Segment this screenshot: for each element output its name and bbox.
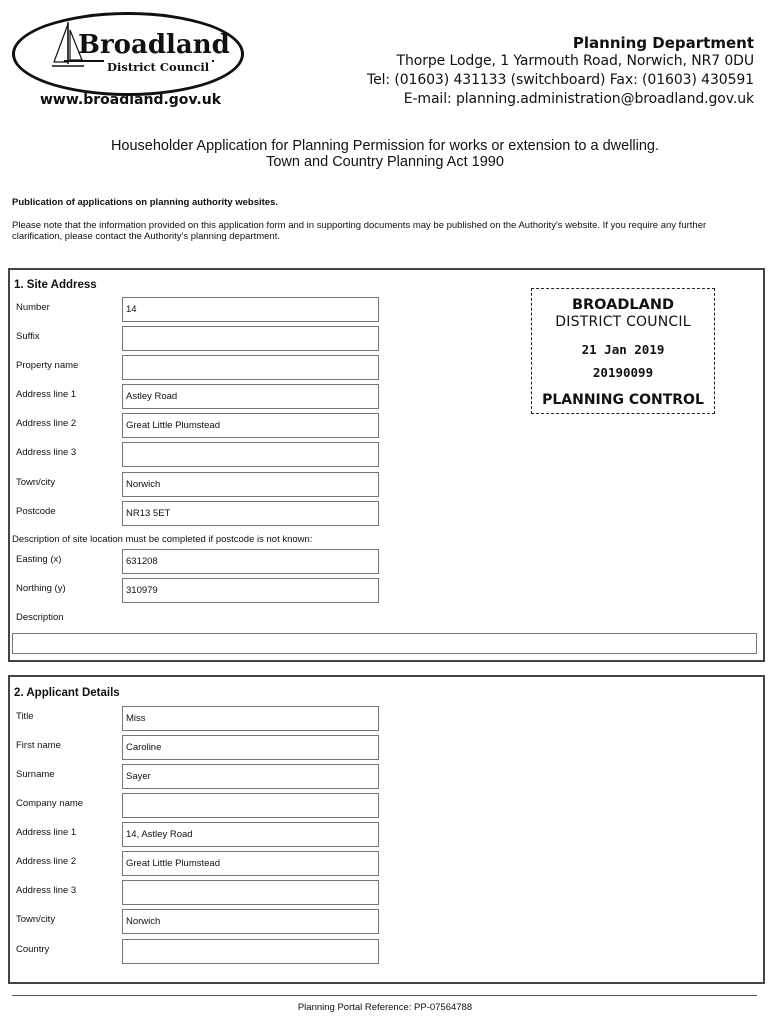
easting-label: Easting (x) — [16, 554, 62, 565]
applicant-town-label: Town/city — [16, 914, 56, 925]
site-address-line2-field[interactable]: Great Little Plumstead — [122, 413, 379, 438]
applicant-address-line1-field[interactable]: 14, Astley Road — [122, 822, 379, 847]
property-name-label: Property name — [16, 360, 79, 371]
company-name-label: Company name — [16, 798, 84, 809]
surname-field[interactable]: Sayer — [122, 764, 379, 789]
surname-label: Surname — [16, 769, 55, 780]
property-name-field[interactable] — [122, 355, 379, 380]
site-town-field[interactable]: Norwich — [122, 472, 379, 497]
first-name-label: First name — [16, 740, 61, 751]
site-address-line1-label: Address line 1 — [16, 389, 77, 400]
department-phone: Tel: (01603) 431133 (switchboard) Fax: (01603) 430591 — [367, 72, 754, 88]
country-field[interactable] — [122, 939, 379, 964]
applicant-address-line2-label: Address line 2 — [16, 856, 77, 867]
logo-wordmark: Broadland — [78, 30, 230, 60]
applicant-address-line2-field[interactable]: Great Little Plumstead — [122, 851, 379, 876]
site-address-line2-label: Address line 2 — [16, 418, 77, 429]
number-field[interactable]: 14 — [122, 297, 379, 322]
department-address: Thorpe Lodge, 1 Yarmouth Road, Norwich, NR7 0DU — [396, 53, 754, 69]
site-address-line3-field[interactable] — [122, 442, 379, 467]
site-address-line1-field[interactable]: Astley Road — [122, 384, 379, 409]
publication-notice: Please note that the information provided on this application form and in supporting documents may be published on the Authority's website. If you require any further clarification, please contact the Authority's planning department. — [12, 220, 707, 242]
stamp-council-name: BROADLAND — [571, 297, 675, 313]
site-address-line3-label: Address line 3 — [16, 447, 77, 458]
form-title — [0, 138, 770, 170]
received-stamp — [531, 288, 715, 414]
description-label: Description — [16, 612, 64, 623]
northing-label: Northing (y) — [16, 583, 66, 594]
easting-field[interactable]: 631208 — [122, 549, 379, 574]
website-link[interactable]: www.broadland.gov.uk — [40, 92, 222, 108]
stamp-date: 21 Jan 2019 — [581, 342, 665, 357]
stamp-reference: 20190099 — [592, 365, 654, 380]
department-contact — [367, 34, 754, 109]
footer-divider — [12, 995, 757, 996]
first-name-field[interactable]: Caroline — [122, 735, 379, 760]
publication-heading: Publication of applications on planning authority websites. — [12, 197, 279, 208]
description-field[interactable] — [12, 633, 757, 654]
form-title-line2: Town and Country Planning Act 1990 — [266, 154, 504, 170]
company-name-field[interactable] — [122, 793, 379, 818]
applicant-title: 2. Applicant Details — [14, 687, 120, 699]
applicant-address-line3-field[interactable] — [122, 880, 379, 905]
applicant-address-line3-label: Address line 3 — [16, 885, 77, 896]
number-label: Number — [16, 302, 50, 313]
suffix-label: Suffix — [16, 331, 40, 342]
logo-subtitle: District Council — [104, 60, 212, 74]
country-label: Country — [16, 944, 50, 955]
department-title: Planning Department — [572, 34, 754, 52]
stamp-planning-control: PLANNING CONTROL — [542, 392, 704, 408]
stamp-council-subtitle: DISTRICT COUNCIL — [555, 314, 691, 330]
site-location-note: Description of site location must be completed if postcode is not known: — [12, 534, 313, 545]
site-address-title: 1. Site Address — [14, 279, 97, 291]
northing-field[interactable]: 310979 — [122, 578, 379, 603]
applicant-title-field[interactable]: Miss — [122, 706, 379, 731]
postcode-label: Postcode — [16, 506, 56, 517]
suffix-field[interactable] — [122, 326, 379, 351]
applicant-title-label: Title — [16, 711, 34, 722]
portal-reference: Planning Portal Reference: PP-07564788 — [297, 1002, 473, 1013]
site-town-label: Town/city — [16, 477, 56, 488]
department-email: E-mail: planning.administration@broadland.gov.uk — [403, 91, 754, 107]
applicant-town-field[interactable]: Norwich — [122, 909, 379, 934]
form-title-line1: Householder Application for Planning Permission for works or extension to a dwelling. — [110, 138, 660, 154]
applicant-address-line1-label: Address line 1 — [16, 827, 77, 838]
postcode-field[interactable]: NR13 5ET — [122, 501, 379, 526]
